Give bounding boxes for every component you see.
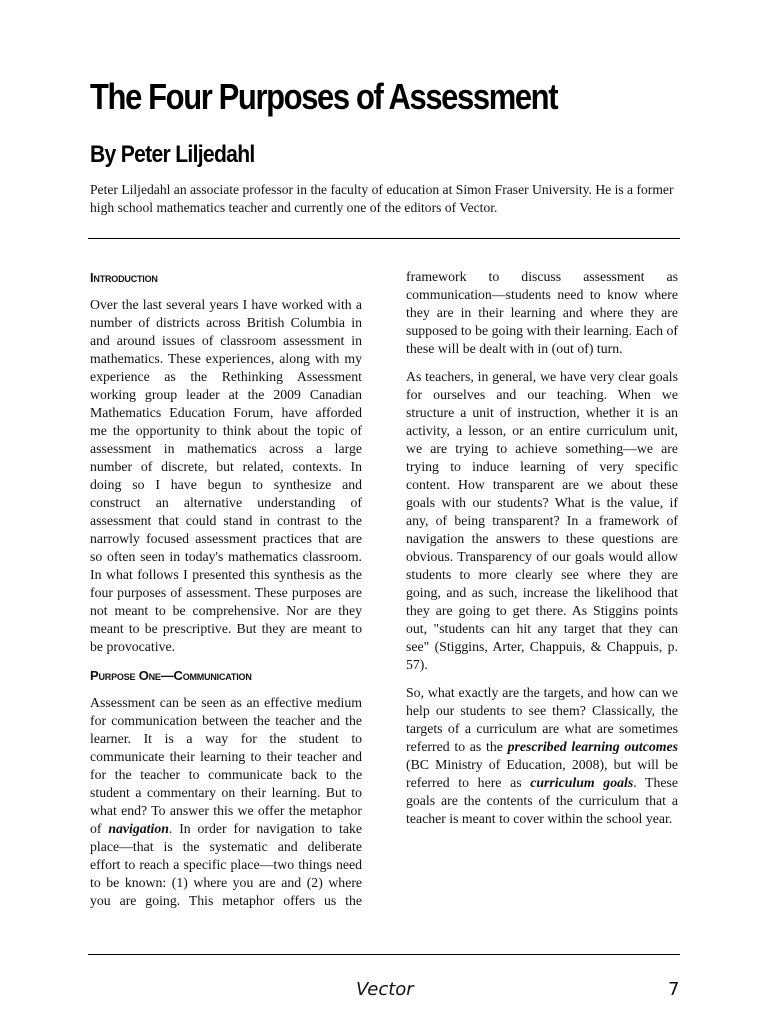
purpose-one-p3-text-c: . These goals are the contents of the curriculum that a teacher is meant to cover within the school year. [406,775,678,826]
prescribed-learning-outcomes-term: prescribed learning outcomes [507,739,678,754]
section-heading-purpose-one: Purpose One—Communication [90,668,252,683]
purpose-one-p3-text-b: (BC Ministry of Education, 2008), but will be referred to here as [406,757,678,790]
purpose-one-paragraph-1-continued: framework to discuss assessment as communication—students need to know where they are in their learning and where they are supposed to be going with their learning. Each of these will be dealt with in (out of) turn. [406,269,679,356]
right-column [406,268,678,838]
left-column [90,268,362,920]
page-title: The Four Purposes of Assessment [90,76,558,117]
purpose-one-paragraph-1: Assessment can be seen as an effective medium for communication between the teacher and the learner. It is a way for the student to communicate their learning to their teacher and for the teacher to communicate back to the student a commentary on their learning. But to what end? To answer this we offer the metaphor of navigation. In order for navigation to take place—that is the systematic and deliberate effort to reach a specific place—two things need to be known: (1) where you are and (2) where you are going. This metaphor offers us the [90,695,363,908]
introduction-paragraph: Over the last several years I have worked with a number of districts across British Columbia in and around issues of classroom assessment in mathematics. These experiences, along with my experience as the Rethinking Assessment working group leader at the 2009 Canadian Mathematics Education Forum, have afforded me the opportunity to think about the topic of assessment in mathematics across a large number of discrete, but related, contexts. In doing so I have begun to synthesize and construct an alternative understanding of assessment that could stand in contrast to the narrowly focused assessment practices that are so often seen in today's mathematics classroom. In what follows I presented this synthesis as the four purposes of assessment. These purposes are not meant to be comprehensive. Nor are they meant to be prescriptive. But they are meant to be provocative. [90,297,362,654]
bottom-divider [88,954,680,955]
top-divider [88,238,680,239]
navigation-term: navigation [108,821,169,836]
section-heading-introduction: Introduction [90,270,158,285]
curriculum-goals-term: curriculum goals [530,775,634,790]
purpose-one-p3-text-a: So, what exactly are the targets, and how can we help our students to see them? Classically, the targets of a curriculum are what are sometimes referred to as the [406,685,678,754]
purpose-one-paragraph-2: As teachers, in general, we have very clear goals for ourselves and our teaching. When we structure a unit of instruction, whether it is an activity, a lesson, or an entire curriculum unit, we are trying to achieve something—we are trying to induce learning of very specific content. How transparent are we about these goals with our students? What is the value, if any, of being transparent? In a framework of navigation the answers to these questions are obvious. Transparency of our goals would allow students to more clearly see where they are going, and as such, increase the likelihood that they are going to get there. As Stiggins points out, "students can hit any target that they can see" (Stiggins, Arter, Chappuis, & Chappuis, p. 57). [406,369,678,672]
purpose-one-paragraph-3 [406,684,678,828]
byline: By Peter Liljedahl [90,141,255,168]
author-bio: Peter Liljedahl an associate professor in the faculty of education at Simon Fraser University. He is a former high school mathematics teacher and currently one of the editors of Vector. [90,182,674,215]
footer-journal-name: Vector [356,979,414,1000]
footer-page-number: 7 [668,979,680,1000]
